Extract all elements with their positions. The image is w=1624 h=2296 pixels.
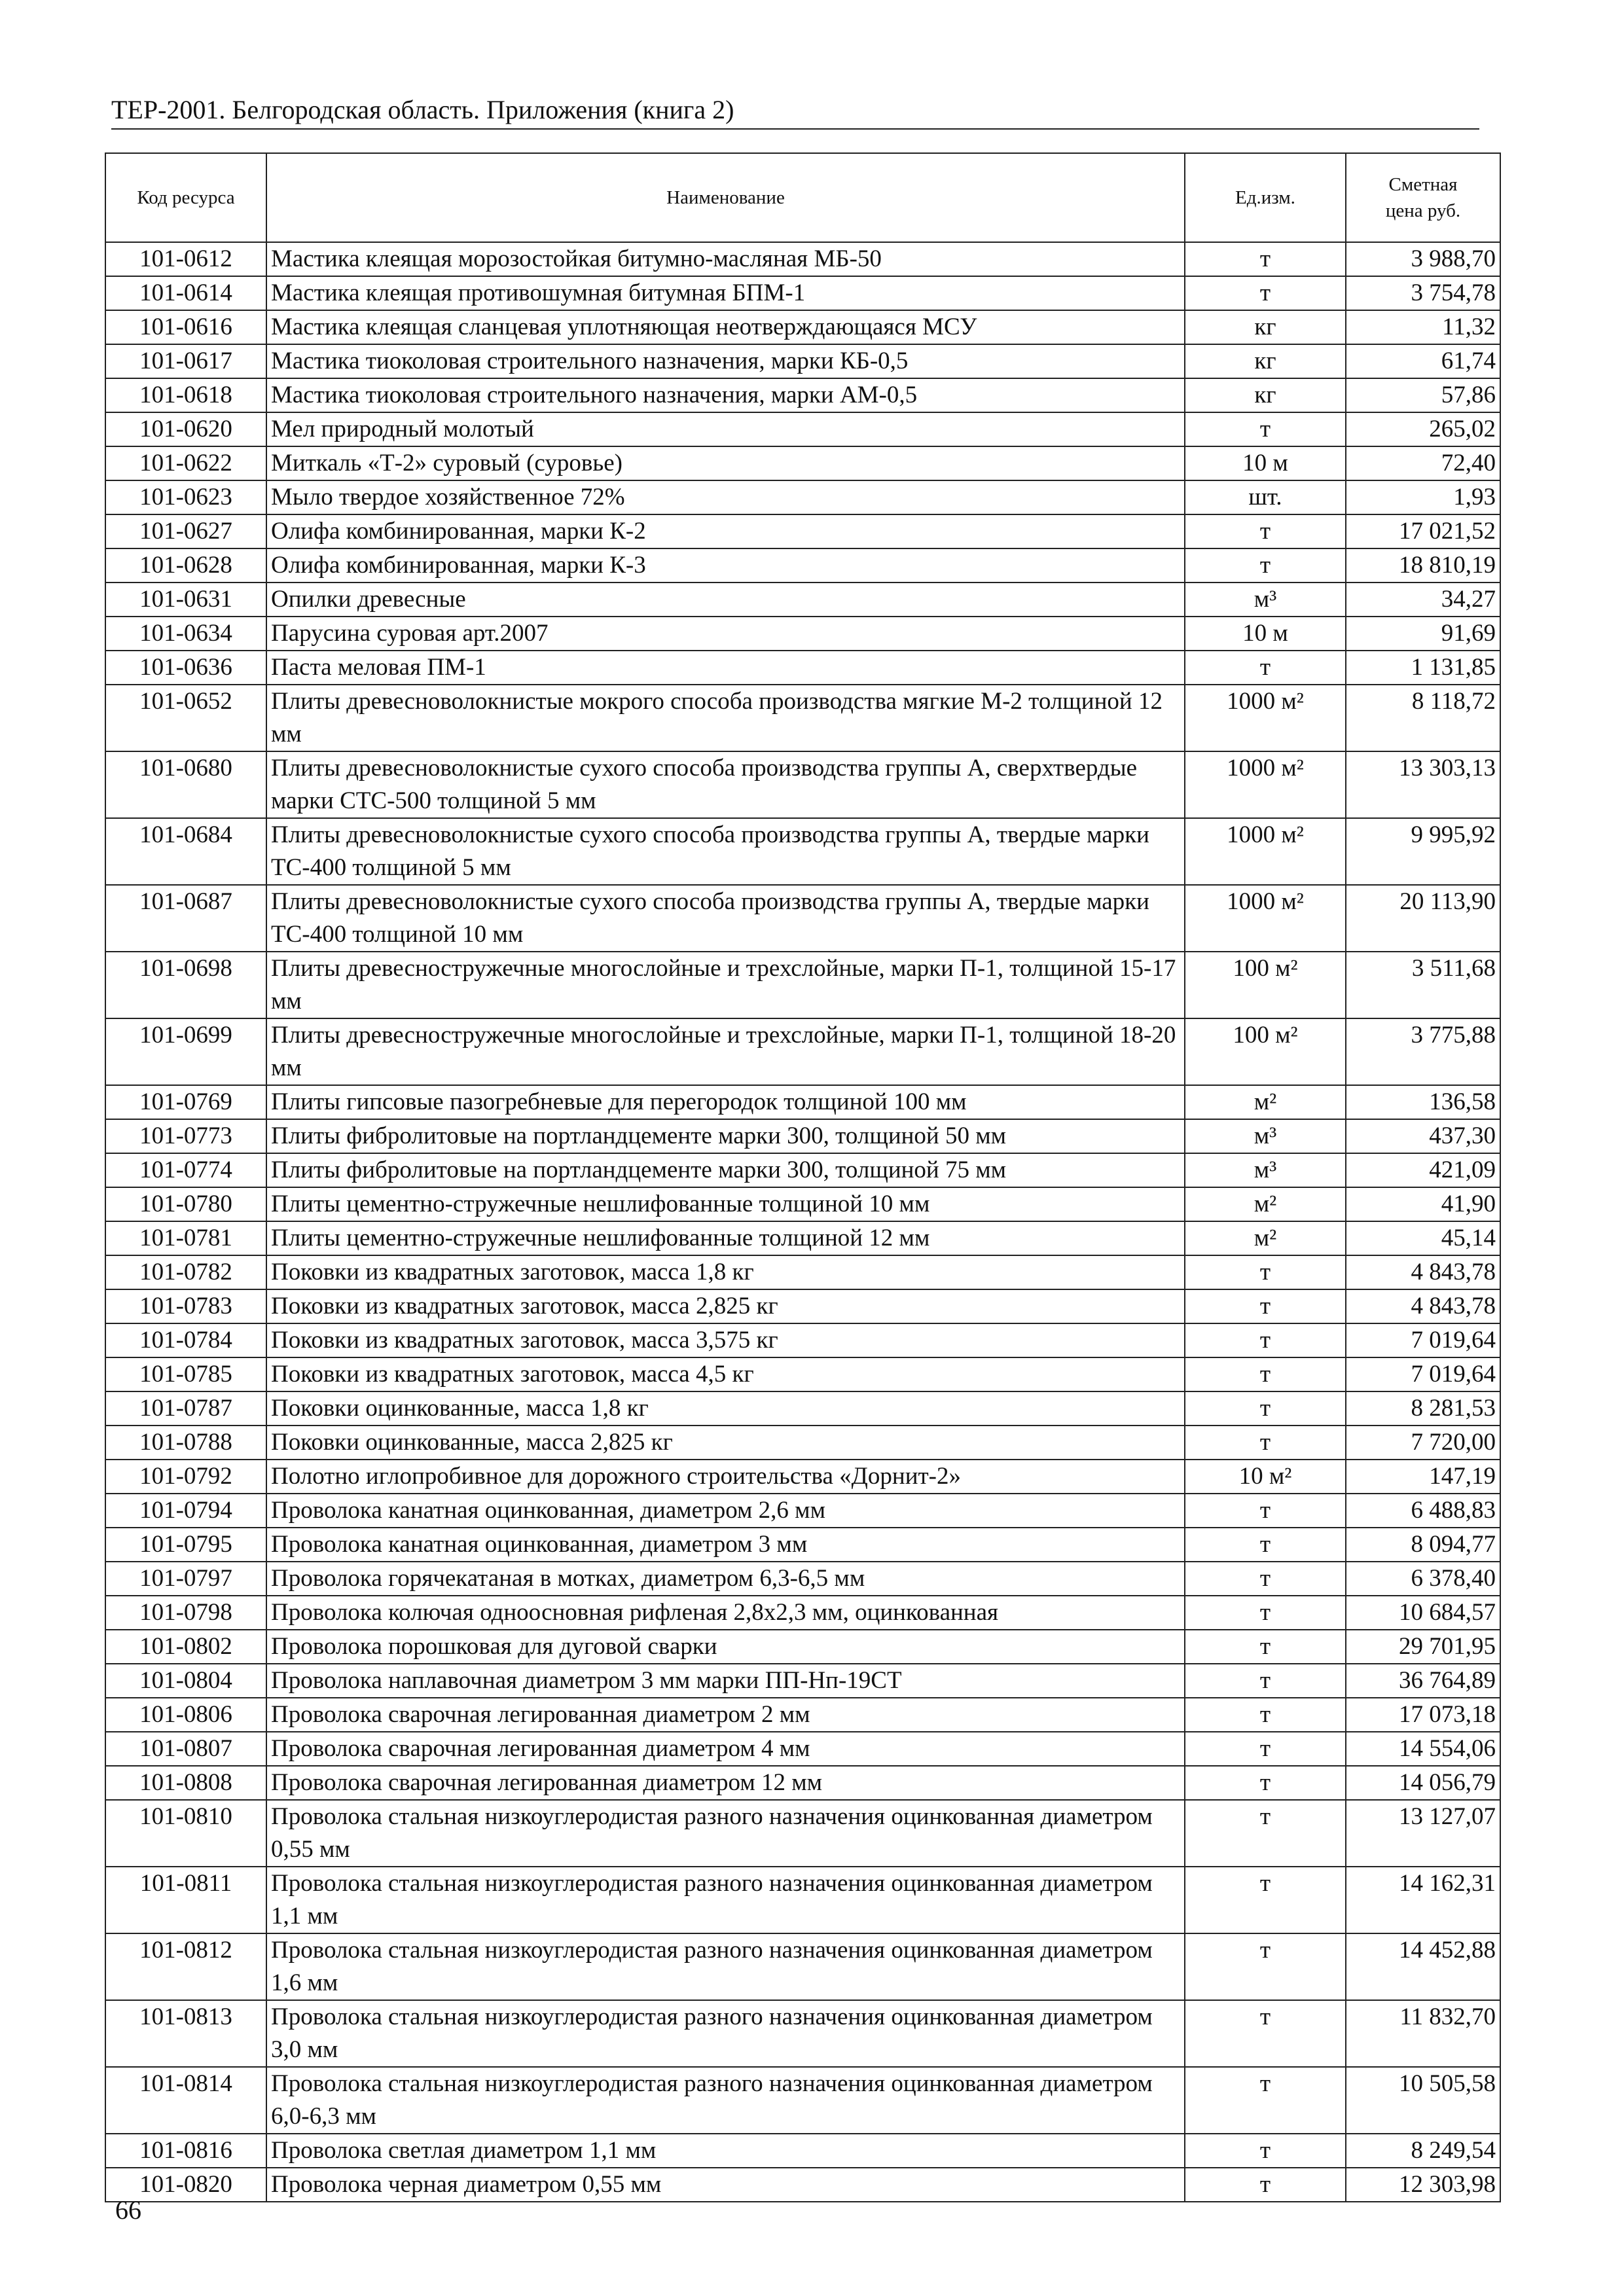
cell-code: 101-0699 [105, 1018, 266, 1085]
cell-unit: м³ [1185, 583, 1346, 617]
cell-unit: т [1185, 548, 1346, 583]
cell-unit: т [1185, 1933, 1346, 2000]
cell-name: Плиты фибролитовые на портландцементе марки 300, толщиной 75 мм [266, 1153, 1185, 1187]
cell-name: Мел природный молотый [266, 412, 1185, 446]
cell-price: 12 303,98 [1346, 2168, 1500, 2202]
cell-price: 8 094,77 [1346, 1528, 1500, 1562]
cell-code: 101-0631 [105, 583, 266, 617]
cell-unit: т [1185, 2000, 1346, 2067]
cell-unit: т [1185, 1562, 1346, 1596]
cell-name: Поковки из квадратных заготовок, масса 2,825 кг [266, 1289, 1185, 1323]
cell-code: 101-0698 [105, 952, 266, 1018]
cell-price: 14 452,88 [1346, 1933, 1500, 2000]
table-row [105, 952, 1500, 1018]
column-header-unit: Ед.изм. [1185, 153, 1346, 242]
cell-price: 1 131,85 [1346, 651, 1500, 685]
cell-code: 101-0816 [105, 2134, 266, 2168]
cell-code: 101-0795 [105, 1528, 266, 1562]
cell-unit: т [1185, 412, 1346, 446]
cell-code: 101-0806 [105, 1698, 266, 1732]
cell-code: 101-0797 [105, 1562, 266, 1596]
cell-name: Проволока канатная оцинкованная, диаметром 3 мм [266, 1528, 1185, 1562]
cell-name: Проволока сварочная легированная диаметром 2 мм [266, 1698, 1185, 1732]
table-row [105, 1323, 1500, 1357]
cell-unit: т [1185, 2134, 1346, 2168]
table-row [105, 1732, 1500, 1766]
cell-unit: т [1185, 1867, 1346, 1933]
cell-price: 136,58 [1346, 1085, 1500, 1119]
table-row [105, 651, 1500, 685]
cell-name: Плиты древесностружечные многослойные и трехслойные, марки П-1, толщиной 18-20 мм [266, 1018, 1185, 1085]
cell-name: Олифа комбинированная, марки К-3 [266, 548, 1185, 583]
cell-code: 101-0652 [105, 685, 266, 751]
cell-price: 265,02 [1346, 412, 1500, 446]
cell-code: 101-0785 [105, 1357, 266, 1391]
cell-price: 72,40 [1346, 446, 1500, 480]
table-row [105, 344, 1500, 378]
cell-code: 101-0820 [105, 2168, 266, 2202]
cell-name: Опилки древесные [266, 583, 1185, 617]
table-row [105, 480, 1500, 514]
cell-code: 101-0617 [105, 344, 266, 378]
cell-price: 10 684,57 [1346, 1596, 1500, 1630]
cell-name: Проволока стальная низкоуглеродистая разного назначения оцинкованная диаметром 1,1 мм [266, 1867, 1185, 1933]
cell-name: Мастика тиоколовая строительного назначения, марки АМ-0,5 [266, 378, 1185, 412]
cell-code: 101-0812 [105, 1933, 266, 2000]
cell-price: 34,27 [1346, 583, 1500, 617]
cell-name: Мыло твердое хозяйственное 72% [266, 480, 1185, 514]
table-row [105, 1698, 1500, 1732]
page-number: 66 [115, 2195, 141, 2225]
cell-unit: 1000 м² [1185, 818, 1346, 885]
cell-unit: т [1185, 1357, 1346, 1391]
table-row [105, 583, 1500, 617]
column-header-code: Код ресурса [105, 153, 266, 242]
cell-name: Проволока светлая диаметром 1,1 мм [266, 2134, 1185, 2168]
cell-name: Проволока порошковая для дуговой сварки [266, 1630, 1185, 1664]
cell-unit: т [1185, 276, 1346, 310]
cell-code: 101-0808 [105, 1766, 266, 1800]
table-row [105, 1221, 1500, 1255]
cell-code: 101-0622 [105, 446, 266, 480]
cell-name: Проволока наплавочная диаметром 3 мм марки ПП-Нп-19СТ [266, 1664, 1185, 1698]
cell-name: Поковки из квадратных заготовок, масса 1,8 кг [266, 1255, 1185, 1289]
cell-unit: т [1185, 1664, 1346, 1698]
cell-unit: м² [1185, 1085, 1346, 1119]
cell-price: 1,93 [1346, 480, 1500, 514]
table-row [105, 378, 1500, 412]
table-row [105, 548, 1500, 583]
cell-unit: т [1185, 1630, 1346, 1664]
cell-code: 101-0687 [105, 885, 266, 952]
table-row [105, 818, 1500, 885]
cell-price: 4 843,78 [1346, 1255, 1500, 1289]
cell-unit: т [1185, 2168, 1346, 2202]
table-row [105, 1187, 1500, 1221]
cell-name: Плиты гипсовые пазогребневые для перегородок толщиной 100 мм [266, 1085, 1185, 1119]
cell-price: 8 118,72 [1346, 685, 1500, 751]
table-row [105, 1119, 1500, 1153]
table-row [105, 1528, 1500, 1562]
cell-unit: м³ [1185, 1153, 1346, 1187]
cell-code: 101-0612 [105, 242, 266, 276]
table-row [105, 1800, 1500, 1867]
table-row [105, 2067, 1500, 2134]
cell-unit: кг [1185, 310, 1346, 344]
cell-price: 13 303,13 [1346, 751, 1500, 818]
cell-price: 36 764,89 [1346, 1664, 1500, 1698]
table-row [105, 446, 1500, 480]
table-row [105, 1562, 1500, 1596]
table-row [105, 1018, 1500, 1085]
table-row [105, 1153, 1500, 1187]
cell-name: Мастика клеящая морозостойкая битумно-масляная МБ-50 [266, 242, 1185, 276]
cell-unit: т [1185, 1800, 1346, 1867]
table-row [105, 685, 1500, 751]
cell-unit: т [1185, 1426, 1346, 1460]
cell-name: Полотно иглопробивное для дорожного строительства «Дорнит-2» [266, 1460, 1185, 1494]
cell-price: 3 511,68 [1346, 952, 1500, 1018]
cell-code: 101-0618 [105, 378, 266, 412]
cell-price: 6 488,83 [1346, 1494, 1500, 1528]
cell-code: 101-0807 [105, 1732, 266, 1766]
cell-code: 101-0634 [105, 617, 266, 651]
column-header-name: Наименование [266, 153, 1185, 242]
cell-code: 101-0802 [105, 1630, 266, 1664]
cell-name: Миткаль «Т-2» суровый (суровье) [266, 446, 1185, 480]
cell-code: 101-0804 [105, 1664, 266, 1698]
cell-unit: 10 м [1185, 617, 1346, 651]
table-row [105, 1867, 1500, 1933]
cell-price: 91,69 [1346, 617, 1500, 651]
table-row [105, 1933, 1500, 2000]
cell-price: 13 127,07 [1346, 1800, 1500, 1867]
cell-price: 14 162,31 [1346, 1867, 1500, 1933]
cell-price: 437,30 [1346, 1119, 1500, 1153]
cell-name: Проволока стальная низкоуглеродистая разного назначения оцинкованная диаметром 1,6 мм [266, 1933, 1185, 2000]
cell-code: 101-0680 [105, 751, 266, 818]
table-header-row [105, 153, 1500, 242]
table-row [105, 1289, 1500, 1323]
cell-unit: т [1185, 1528, 1346, 1562]
cell-name: Мастика клеящая сланцевая уплотняющая неотверждающаяся МСУ [266, 310, 1185, 344]
column-header-price-text: Сметная цена руб. [1385, 174, 1461, 221]
cell-price: 18 810,19 [1346, 548, 1500, 583]
cell-unit: м³ [1185, 1119, 1346, 1153]
cell-name: Поковки из квадратных заготовок, масса 4,5 кг [266, 1357, 1185, 1391]
cell-price: 9 995,92 [1346, 818, 1500, 885]
cell-unit: 10 м [1185, 446, 1346, 480]
cell-name: Поковки оцинкованные, масса 1,8 кг [266, 1391, 1185, 1426]
cell-unit: 10 м² [1185, 1460, 1346, 1494]
table-row [105, 1766, 1500, 1800]
cell-code: 101-0620 [105, 412, 266, 446]
cell-unit: м² [1185, 1221, 1346, 1255]
cell-price: 45,14 [1346, 1221, 1500, 1255]
cell-price: 10 505,58 [1346, 2067, 1500, 2134]
cell-price: 8 249,54 [1346, 2134, 1500, 2168]
cell-unit: т [1185, 1766, 1346, 1800]
cell-price: 14 056,79 [1346, 1766, 1500, 1800]
cell-name: Проволока стальная низкоуглеродистая разного назначения оцинкованная диаметром 3,0 мм [266, 2000, 1185, 2067]
cell-price: 3 775,88 [1346, 1018, 1500, 1085]
cell-unit: т [1185, 514, 1346, 548]
cell-price: 3 988,70 [1346, 242, 1500, 276]
cell-price: 421,09 [1346, 1153, 1500, 1187]
cell-price: 4 843,78 [1346, 1289, 1500, 1323]
table-row [105, 1596, 1500, 1630]
cell-price: 8 281,53 [1346, 1391, 1500, 1426]
table-row [105, 2168, 1500, 2202]
cell-price: 57,86 [1346, 378, 1500, 412]
cell-code: 101-0813 [105, 2000, 266, 2067]
table-row [105, 1664, 1500, 1698]
cell-unit: т [1185, 1323, 1346, 1357]
table-row [105, 310, 1500, 344]
cell-price: 20 113,90 [1346, 885, 1500, 952]
table-row [105, 885, 1500, 952]
cell-price: 11 832,70 [1346, 2000, 1500, 2067]
cell-code: 101-0623 [105, 480, 266, 514]
cell-price: 17 073,18 [1346, 1698, 1500, 1732]
cell-name: Проволока стальная низкоуглеродистая разного назначения оцинкованная диаметром 0,55 мм [266, 1800, 1185, 1867]
cell-name: Парусина суровая арт.2007 [266, 617, 1185, 651]
cell-code: 101-0784 [105, 1323, 266, 1357]
table-row [105, 1391, 1500, 1426]
column-header-price [1346, 153, 1500, 242]
table-row [105, 242, 1500, 276]
table-row [105, 2000, 1500, 2067]
cell-unit: 1000 м² [1185, 685, 1346, 751]
cell-price: 29 701,95 [1346, 1630, 1500, 1664]
table-row [105, 1630, 1500, 1664]
cell-name: Плиты древесноволокнистые мокрого способа производства мягкие М-2 толщиной 12 мм [266, 685, 1185, 751]
cell-unit: т [1185, 2067, 1346, 2134]
cell-unit: кг [1185, 378, 1346, 412]
cell-unit: кг [1185, 344, 1346, 378]
table-row [105, 1426, 1500, 1460]
cell-code: 101-0773 [105, 1119, 266, 1153]
cell-price: 61,74 [1346, 344, 1500, 378]
table-row [105, 1085, 1500, 1119]
cell-price: 3 754,78 [1346, 276, 1500, 310]
table-row [105, 2134, 1500, 2168]
cell-code: 101-0614 [105, 276, 266, 310]
cell-name: Поковки из квадратных заготовок, масса 3,575 кг [266, 1323, 1185, 1357]
cell-code: 101-0782 [105, 1255, 266, 1289]
cell-name: Проволока сварочная легированная диаметром 12 мм [266, 1766, 1185, 1800]
cell-name: Проволока черная диаметром 0,55 мм [266, 2168, 1185, 2202]
cell-name: Плиты цементно-стружечные нешлифованные толщиной 12 мм [266, 1221, 1185, 1255]
cell-name: Проволока колючая одноосновная рифленая 2,8х2,3 мм, оцинкованная [266, 1596, 1185, 1630]
cell-name: Проволока сварочная легированная диаметром 4 мм [266, 1732, 1185, 1766]
cell-unit: т [1185, 651, 1346, 685]
cell-code: 101-0788 [105, 1426, 266, 1460]
cell-name: Паста меловая ПМ-1 [266, 651, 1185, 685]
cell-unit: 1000 м² [1185, 885, 1346, 952]
cell-name: Мастика тиоколовая строительного назначения, марки КБ-0,5 [266, 344, 1185, 378]
cell-code: 101-0627 [105, 514, 266, 548]
cell-unit: т [1185, 1596, 1346, 1630]
cell-unit: т [1185, 1494, 1346, 1528]
cell-price: 41,90 [1346, 1187, 1500, 1221]
cell-name: Плиты древесноволокнистые сухого способа производства группы А, твердые марки ТС-400 толщиной 5 мм [266, 818, 1185, 885]
resource-price-table [105, 152, 1501, 2202]
cell-unit: т [1185, 1289, 1346, 1323]
table-row [105, 1460, 1500, 1494]
cell-price: 6 378,40 [1346, 1562, 1500, 1596]
cell-code: 101-0774 [105, 1153, 266, 1187]
cell-name: Плиты древесноволокнистые сухого способа производства группы А, твердые марки ТС-400 толщиной 10 мм [266, 885, 1185, 952]
cell-name: Поковки оцинкованные, масса 2,825 кг [266, 1426, 1185, 1460]
cell-price: 7 019,64 [1346, 1357, 1500, 1391]
cell-name: Проволока горячекатаная в мотках, диаметром 6,3-6,5 мм [266, 1562, 1185, 1596]
cell-unit: м² [1185, 1187, 1346, 1221]
cell-unit: 1000 м² [1185, 751, 1346, 818]
cell-code: 101-0769 [105, 1085, 266, 1119]
cell-name: Мастика клеящая противошумная битумная БПМ-1 [266, 276, 1185, 310]
cell-price: 147,19 [1346, 1460, 1500, 1494]
cell-code: 101-0781 [105, 1221, 266, 1255]
table-row [105, 1357, 1500, 1391]
cell-code: 101-0616 [105, 310, 266, 344]
cell-unit: 100 м² [1185, 952, 1346, 1018]
cell-price: 17 021,52 [1346, 514, 1500, 548]
cell-price: 7 019,64 [1346, 1323, 1500, 1357]
cell-unit: т [1185, 1732, 1346, 1766]
table-row [105, 412, 1500, 446]
cell-unit: т [1185, 1698, 1346, 1732]
cell-code: 101-0811 [105, 1867, 266, 1933]
cell-unit: т [1185, 1391, 1346, 1426]
cell-name: Плиты древесностружечные многослойные и трехслойные, марки П-1, толщиной 15-17 мм [266, 952, 1185, 1018]
cell-unit: 100 м² [1185, 1018, 1346, 1085]
cell-code: 101-0814 [105, 2067, 266, 2134]
cell-code: 101-0684 [105, 818, 266, 885]
cell-name: Олифа комбинированная, марки К-2 [266, 514, 1185, 548]
cell-name: Проволока стальная низкоуглеродистая разного назначения оцинкованная диаметром 6,0-6,3 мм [266, 2067, 1185, 2134]
cell-code: 101-0798 [105, 1596, 266, 1630]
cell-code: 101-0792 [105, 1460, 266, 1494]
cell-code: 101-0780 [105, 1187, 266, 1221]
table-row [105, 617, 1500, 651]
cell-unit: т [1185, 1255, 1346, 1289]
cell-name: Проволока канатная оцинкованная, диаметром 2,6 мм [266, 1494, 1185, 1528]
cell-code: 101-0783 [105, 1289, 266, 1323]
page-header: ТЕР-2001. Белгородская область. Приложения (книга 2) [111, 93, 1479, 130]
table-row [105, 276, 1500, 310]
cell-name: Плиты фибролитовые на портландцементе марки 300, толщиной 50 мм [266, 1119, 1185, 1153]
table-row [105, 751, 1500, 818]
cell-name: Плиты цементно-стружечные нешлифованные толщиной 10 мм [266, 1187, 1185, 1221]
cell-unit: шт. [1185, 480, 1346, 514]
cell-code: 101-0810 [105, 1800, 266, 1867]
table-row [105, 514, 1500, 548]
cell-price: 14 554,06 [1346, 1732, 1500, 1766]
cell-code: 101-0787 [105, 1391, 266, 1426]
table-row [105, 1255, 1500, 1289]
cell-unit: т [1185, 242, 1346, 276]
cell-code: 101-0628 [105, 548, 266, 583]
cell-name: Плиты древесноволокнистые сухого способа производства группы А, сверхтвердые марки СТС-500 толщиной 5 мм [266, 751, 1185, 818]
cell-code: 101-0636 [105, 651, 266, 685]
cell-code: 101-0794 [105, 1494, 266, 1528]
cell-price: 7 720,00 [1346, 1426, 1500, 1460]
cell-price: 11,32 [1346, 310, 1500, 344]
table-row [105, 1494, 1500, 1528]
